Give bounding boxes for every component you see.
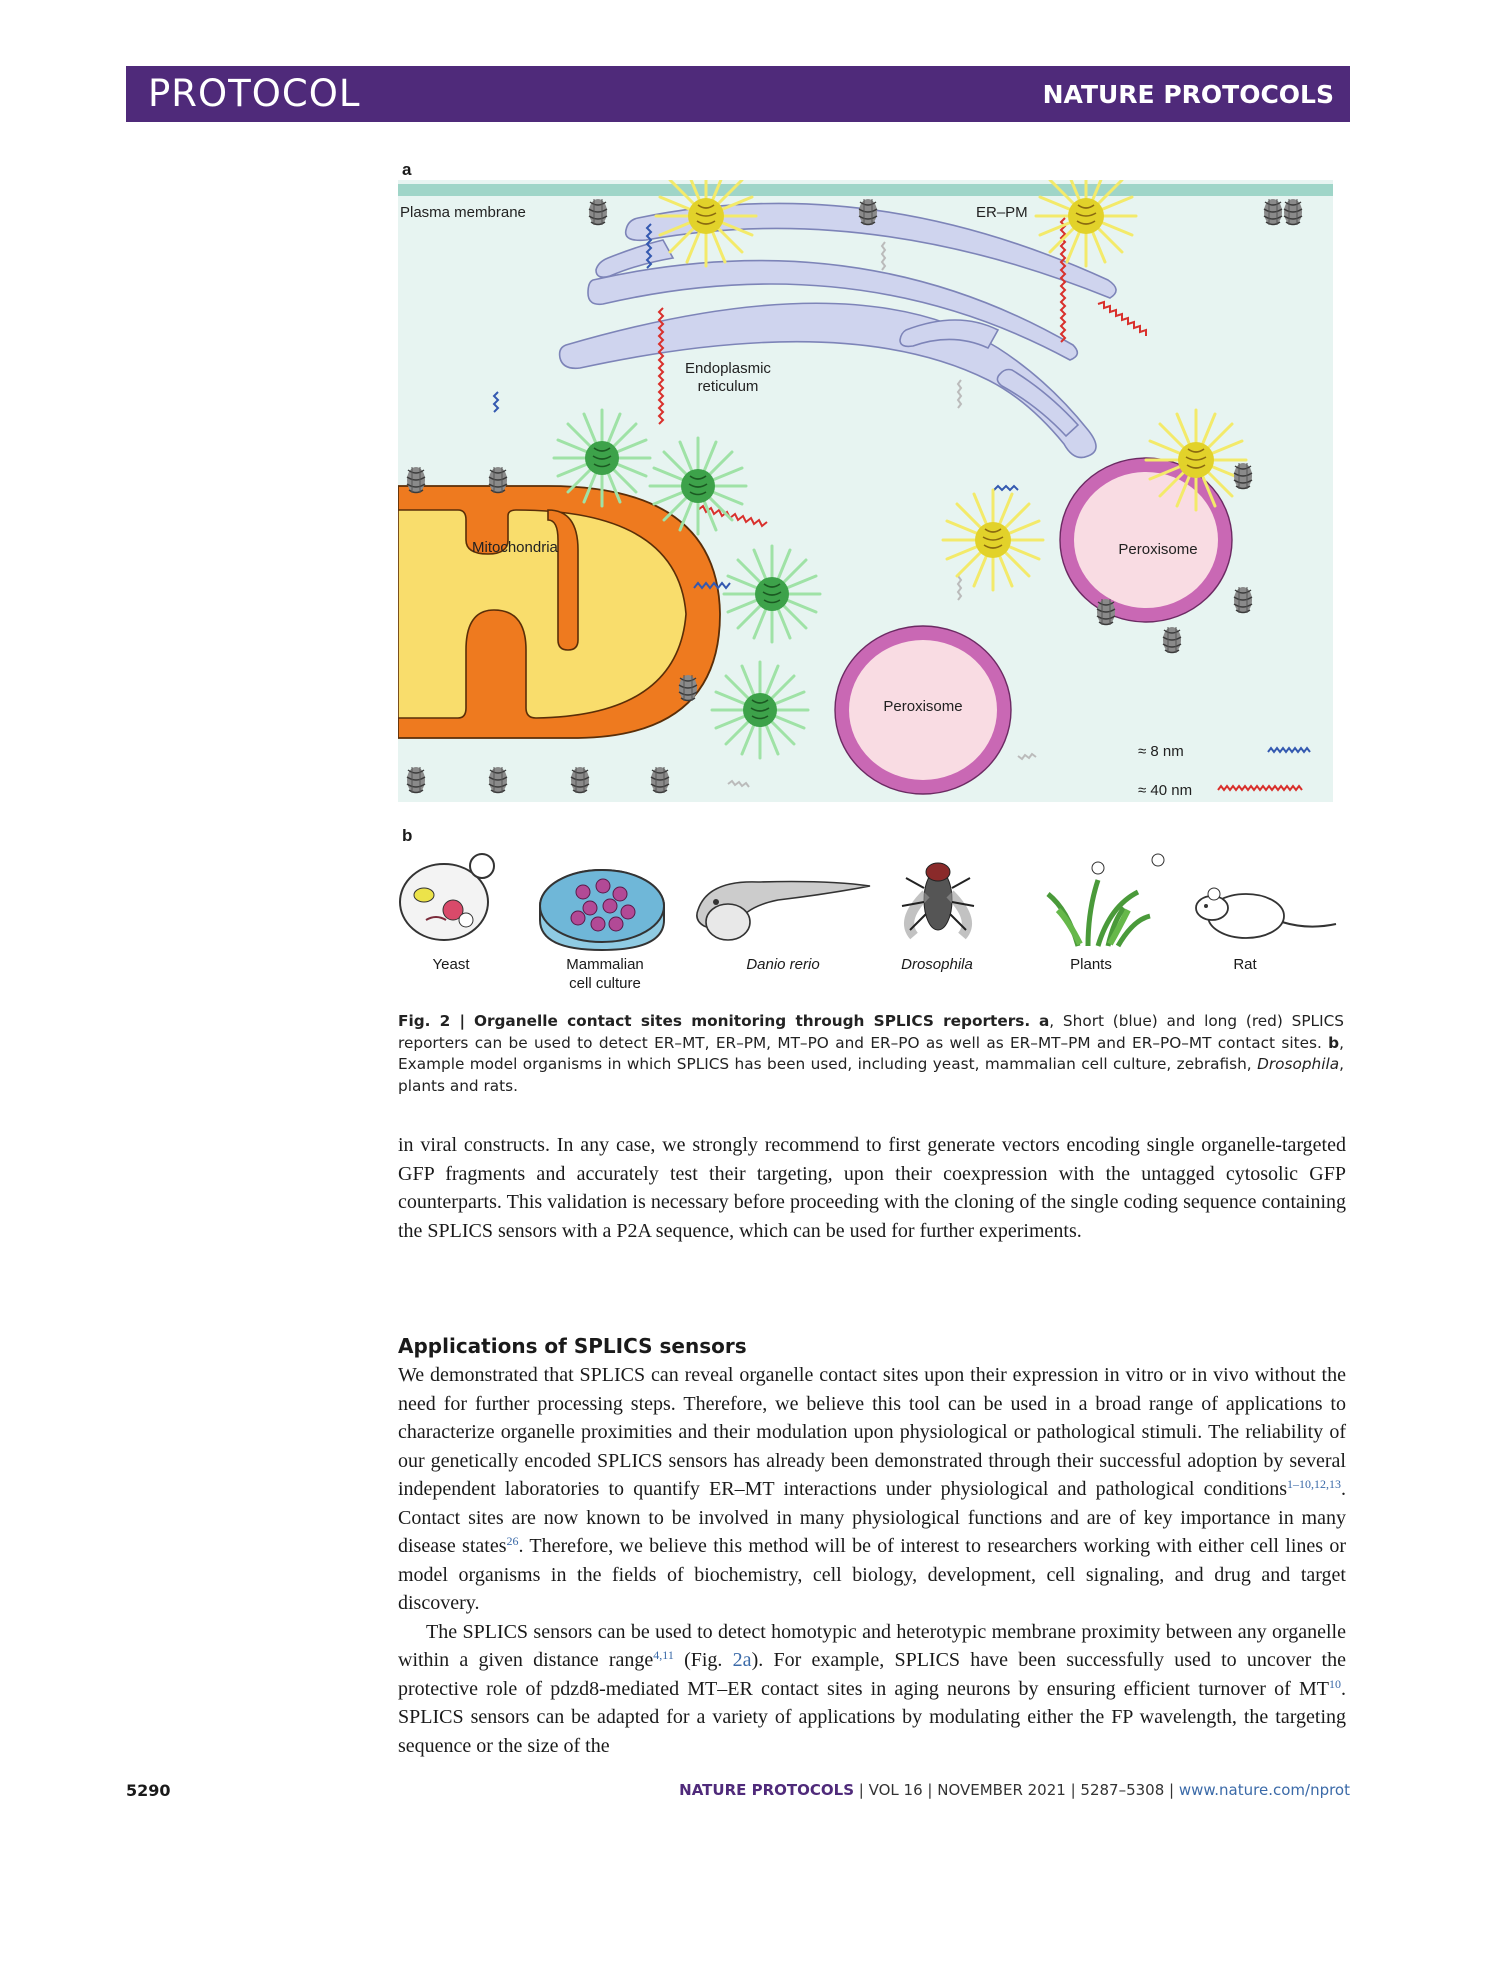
cell-culture-icon [540, 870, 664, 950]
zebrafish-icon [697, 882, 870, 941]
citation-link[interactable]: 10 [1329, 1676, 1341, 1691]
organism-label-plants: Plants [1070, 956, 1112, 973]
peroxisome-center-label: Peroxisome [883, 698, 963, 715]
citation-link[interactable]: 1–10,12,13 [1287, 1477, 1341, 1491]
plants-icon [1048, 854, 1164, 946]
organism-label-mammalian: Mammalian cell culture [566, 956, 644, 992]
figure-caption: Fig. 2 | Organelle contact sites monitoring through SPLICS reporters. a, Short (blue) and long (red) SPLICS reporters can be used to detect ER–MT, ER–PM, MT–PO and ER–PO as well as ER–MT–PM and ER–PO–MT contact sites. b, Example model organisms in which SPLICS has been used, including yeast, mammalian cell culture, zebrafish, Drosophila, plants and rats. [398, 1012, 1344, 1095]
legend-long-label: ≈ 40 nm [1138, 782, 1193, 799]
peroxisome-right-label: Peroxisome [1118, 541, 1198, 558]
section-heading: Applications of SPLICS sensors [398, 1334, 747, 1358]
body-paragraph-1: in viral constructs. In any case, we strongly recommend to first generate vectors encoding single organelle-targeted GFP fragments and accurately test their targeting, upon their coexpression with the untagged cytosolic GFP counterparts. This validation is necessary before proceeding with the cloning of the single coding sequence containing the SPLICS sensors with a P2A sequence, which can be used for further experiments. [398, 1134, 1346, 1242]
organism-label-yeast: Yeast [432, 956, 470, 973]
body-paragraph-2: We demonstrated that SPLICS can reveal organelle contact sites upon their expression in vitro or in vivo without the need for further processing steps. Therefore, we believe this tool can be used in a broad range of applications to characterize organelle proximities and their modulation upon physiological or pathological stimuli. The reliability of our genetically encoded SPLICS sensors has already been demonstrated through their successful adoption by several independent laboratories to quantify ER–MT interactions under physiological and pathological conditions$^{1-10,12,13}$. Contact sites are now known to be involved in many physiological functions and are of key importance in many disease states$^{26}$. Therefore, we believe this method will be of interest to researchers working with either cell lines or model organisms in the fields of biochemistry, cell biology, development, cell signaling, and drug and target discovery. The SPLICS sensors can be used to detect homotypic and heterotypic membrane proximity between any organelle within a given distance range$^{4,11}$ (Fig. 2a). For example, SPLICS have been successfully used to uncover the protective role of pdzd8-mediated MT–ER contact sites in aging neurons by ensuring efficient turnover of MT$^{10}$. SPLICS sensors can be adapted for a variety of applications by modulating either the FP wavelength, the targeting sequence or the size of the [398, 1364, 1346, 1757]
citation-link[interactable]: 26 [506, 1534, 519, 1548]
er-label-line2: reticulum [697, 378, 759, 395]
page-number: 5290 [126, 1781, 171, 1800]
plasma-membrane-label: Plasma membrane [400, 204, 526, 221]
er-label-line1: Endoplasmic [685, 360, 771, 377]
panel-b-label: b [402, 826, 413, 845]
panel-a-label: a [402, 160, 412, 179]
organism-label-drosophila: Drosophila [901, 956, 973, 973]
header-bar [126, 66, 1350, 122]
yeast-icon [400, 854, 494, 940]
legend-short-label: ≈ 8 nm [1138, 743, 1184, 760]
panel-b-organisms [398, 850, 1338, 958]
figure-link[interactable]: 2a [732, 1649, 752, 1671]
organism-label-rat: Rat [1233, 956, 1257, 973]
citation-link[interactable]: 4,11 [653, 1648, 674, 1662]
organism-label-danio: Danio rerio [746, 956, 820, 973]
drosophila-icon [902, 863, 974, 936]
mitochondria-label: Mitochondria [472, 539, 558, 556]
journal-url-link[interactable]: www.nature.com/nprot [1178, 1781, 1350, 1799]
section-label: PROTOCOL [148, 72, 361, 115]
panel-a-diagram [398, 180, 1333, 802]
footer-citation: NATURE PROTOCOLS | VOL 16 | NOVEMBER 2021 | 5287–5308 | www.nature.com/nprot [679, 1781, 1350, 1799]
rat-icon [1196, 888, 1336, 938]
journal-label: NATURE PROTOCOLS [1042, 80, 1334, 109]
er-pm-label: ER–PM [976, 204, 1028, 221]
